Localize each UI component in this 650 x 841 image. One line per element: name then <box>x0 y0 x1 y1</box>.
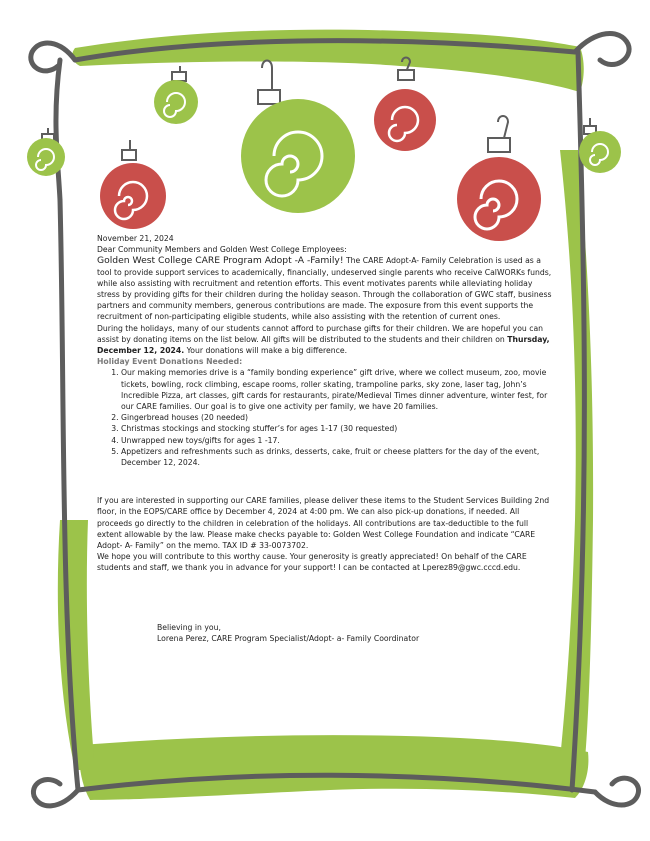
list-item: 2. Gingerbread houses (20 needed) <box>121 412 555 423</box>
list-item: 5. Appetizers and refreshments such as drinks, desserts, cake, fruit or cheese platters for the day of the event, December 12, 2024. <box>121 446 555 468</box>
ornament-icon <box>374 89 436 151</box>
event-date: Thursday, December 12, 2024. <box>97 334 550 356</box>
intro-paragraph <box>97 255 555 322</box>
ornament-icon <box>579 131 621 173</box>
holiday-paragraph <box>97 323 555 357</box>
closing-paragraph: We hope you will contribute to this worthy cause. Your generosity is greatly appreciated! On behalf of the CARE students and staff, we thank you in advance for your support! I can be contacted at Lperez89@gwc.cccd.edu. <box>97 552 527 573</box>
delivery-paragraph: If you are interested in supporting our CARE families, please deliver these items to the Student Services Building 2nd floor, in the EOPS/CARE office by December 4, 2024 at 4:00 pm. We can also pick-up donations, if needed. All proceeds go directly to the children in celebration of the holidays. All contributions are tax-deductible to the full extent allowable by the law. Please make checks payable to: Golden West College Foundation and indicate “CARE Adopt- A- Family” on the memo. TAX ID # 33-0073702. <box>97 496 550 551</box>
letter-greeting: Dear Community Members and Golden West College Employees: <box>97 245 347 255</box>
signoff-line: Believing in you, <box>157 622 221 632</box>
list-item: 1. Our making memories drive is a “family bonding experience” gift drive, where we collect museum, zoo, movie tickets, bowling, rock climbing, escape rooms, roller skating, trampoline parks, sky zone, laser tag, John’s Incredible Pizza, art classes, gift cards for restaurants, pirate/Medieval Times dinner adventure, winter fest, for our CARE families. Our goal is to give one activity per family, we have 20 families. <box>121 367 555 412</box>
donations-heading: Holiday Event Donations Needed: <box>97 357 243 367</box>
bottom-green-ribbon <box>79 735 588 800</box>
ornament-icon <box>154 80 198 124</box>
holiday-paragraph-start: During the holidays, many of our students cannot afford to purchase gifts for their children. We are hopeful you can assist by donating items on the list below. All gifts will be distributed to the students and their children on <box>97 323 544 344</box>
list-item: 4. Unwrapped new toys/gifts for ages 1 -17. <box>121 435 555 446</box>
holiday-paragraph-end: Your donations will make a big difference. <box>184 346 348 356</box>
ornament-icon <box>100 163 166 229</box>
donations-list <box>97 367 555 468</box>
intro-lead: Golden West College CARE Program Adopt -A -Family! <box>97 255 344 267</box>
list-item: 3. Christmas stockings and stocking stuffer’s for ages 1-17 (30 requested) <box>121 423 555 434</box>
letter-body <box>97 233 555 644</box>
letter-date: November 21, 2024 <box>97 234 174 243</box>
signoff <box>157 622 555 644</box>
ornament-icon <box>457 157 541 241</box>
ornament-icon <box>241 99 355 213</box>
ornament-icon <box>27 138 65 176</box>
signature-name: Lorena Perez, CARE Program Specialist/Adopt- a- Family Coordinator <box>157 633 420 643</box>
intro-body: The CARE Adopt-A- Family Celebration is used as a tool to provide support services to academically, financially, undeserved single parents who receive CalWORKs funds, while also assisting with recruitment and retention efforts. This event motivates parents while alleviating holiday stress by providing gifts for their children during the holiday season. Through the collaboration of GWC staff, business partners and community members, generous contributions are made. The exposure from this event supports the recruitment of non-participating eligible students, while also assisting with the retention of current ones. <box>97 256 552 322</box>
